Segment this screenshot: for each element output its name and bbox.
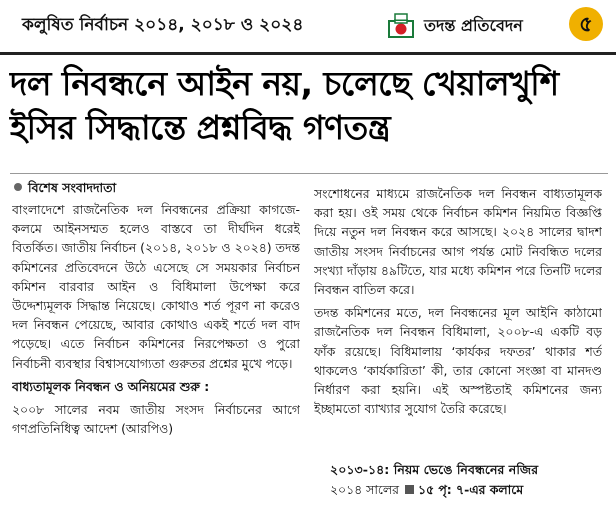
- headline-divider: [10, 173, 608, 174]
- subsection-title: ২০১৩-১৪: নিয়ম ভেঙে নিবন্ধনের নজির: [330, 462, 539, 477]
- byline: [14, 180, 116, 200]
- paragraph: বাংলাদেশে রাজনৈতিক দল নিবন্ধনের প্রক্রিয়া কাগজে-কলমে আইনসম্মত হলেও বাস্তবে তা দীর্ঘদিন ধরেই বিতর্কিত। জাতীয় নির্বাচন (২০১৪, ২০১৮ ও ২০২৪) তদন্ত কমিশনের প্রতিবেদনে উঠে এসেছে সে সময়কার নির্বাচন কমিশন বারবার আইন ও বিধিমালা উপেক্ষা করে উদ্দেশ্যমূলক সিদ্ধান্ত নিয়েছে। কোথাও শর্ত পূরণ না করেও দল নিবন্ধন পেয়েছে, আবার কোথাও একই শর্তে দল বাদ পড়েছে। এতে নির্বাচন কমিশনের নিরপেক্ষতা ও পুরো নির্বাচনী ব্যবস্থার বিশ্বাসযোগ্যতা গুরুতর প্রশ্নের মুখে পড়ে।: [12, 202, 300, 371]
- paragraph: ২০০৮ সালের নবম জাতীয় সংসদ নির্বাচনের আগে গণপ্রতিনিধিত্ব আদেশ (আরপিও): [12, 402, 300, 437]
- tail-text: ২০১৪ সালের: [330, 482, 399, 497]
- article-column-right: [314, 184, 602, 434]
- ballot-box-logo-icon: [386, 10, 416, 40]
- section-title: কলুষিত নির্বাচন ২০১৪, ২০১৮ ও ২০২৪: [22, 15, 304, 35]
- series-label: তদন্ত প্রতিবেদন: [424, 16, 523, 35]
- byline-bullet-icon: [14, 183, 22, 191]
- page-number-badge: ৫: [569, 7, 603, 41]
- paragraph: তদন্ত কমিশনের মতে, দল নিবন্ধনের মূল আইনি কাঠামো রাজনৈতিক দল নিবন্ধন বিধিমালা, ২০০৮-এ একটি বড় ফাঁক রয়েছে। বিধিমালায় ‘কার্যকর দফতর’ থাকার শর্ত থাকলেও ‘কার্যকারিতা’ কী, তার কোনো সংজ্ঞা বা মানদণ্ড নির্ধারণ করা হয়নি। এই অস্পষ্টতাই কমিশনের জন্য ইচ্ছামতো ব্যাখ্যার সুযোগ তৈরি করেছে।: [314, 305, 602, 417]
- page-header: [0, 0, 616, 55]
- subheading: বাধ্যতামূলক নিবন্ধন ও অনিয়মের শুরু :: [12, 378, 210, 394]
- paragraph: সংশোধনের মাধ্যমে রাজনৈতিক দল নিবন্ধন বাধ্যতামূলক করা হয়। ওই সময় থেকে নির্বাচন কমিশন নিয়মিত বিজ্ঞপ্তি দিয়ে নতুন দল নিবন্ধন করে আসছে। ২০২৪ সালের দ্বাদশ জাতীয় সংসদ নির্বাচনের আগ পর্যন্ত মোট নিবন্ধিত দলের সংখ্যা দাঁড়ায় ৪৯টিতে, যার মধ্যে কমিশন পরে তিনটি দলের নিবন্ধন বাতিল করে।: [314, 186, 602, 298]
- article-column-left: [12, 200, 300, 505]
- square-bullet-icon: [405, 485, 414, 494]
- headline-line-1: দল নিবন্ধনে আইন নয়, চলেছে খেয়ালখুশি: [10, 64, 559, 103]
- continuation-line: [330, 482, 523, 502]
- byline-text: বিশেষ সংবাদদাতা: [28, 180, 117, 195]
- headline-line-2: ইসির সিদ্ধান্তে প্রশ্নবিদ্ধ গণতন্ত্র: [10, 108, 391, 147]
- headline: [10, 62, 610, 150]
- continued-reference[interactable]: ১৫ পৃ: ৭-এর কলামে: [417, 482, 524, 497]
